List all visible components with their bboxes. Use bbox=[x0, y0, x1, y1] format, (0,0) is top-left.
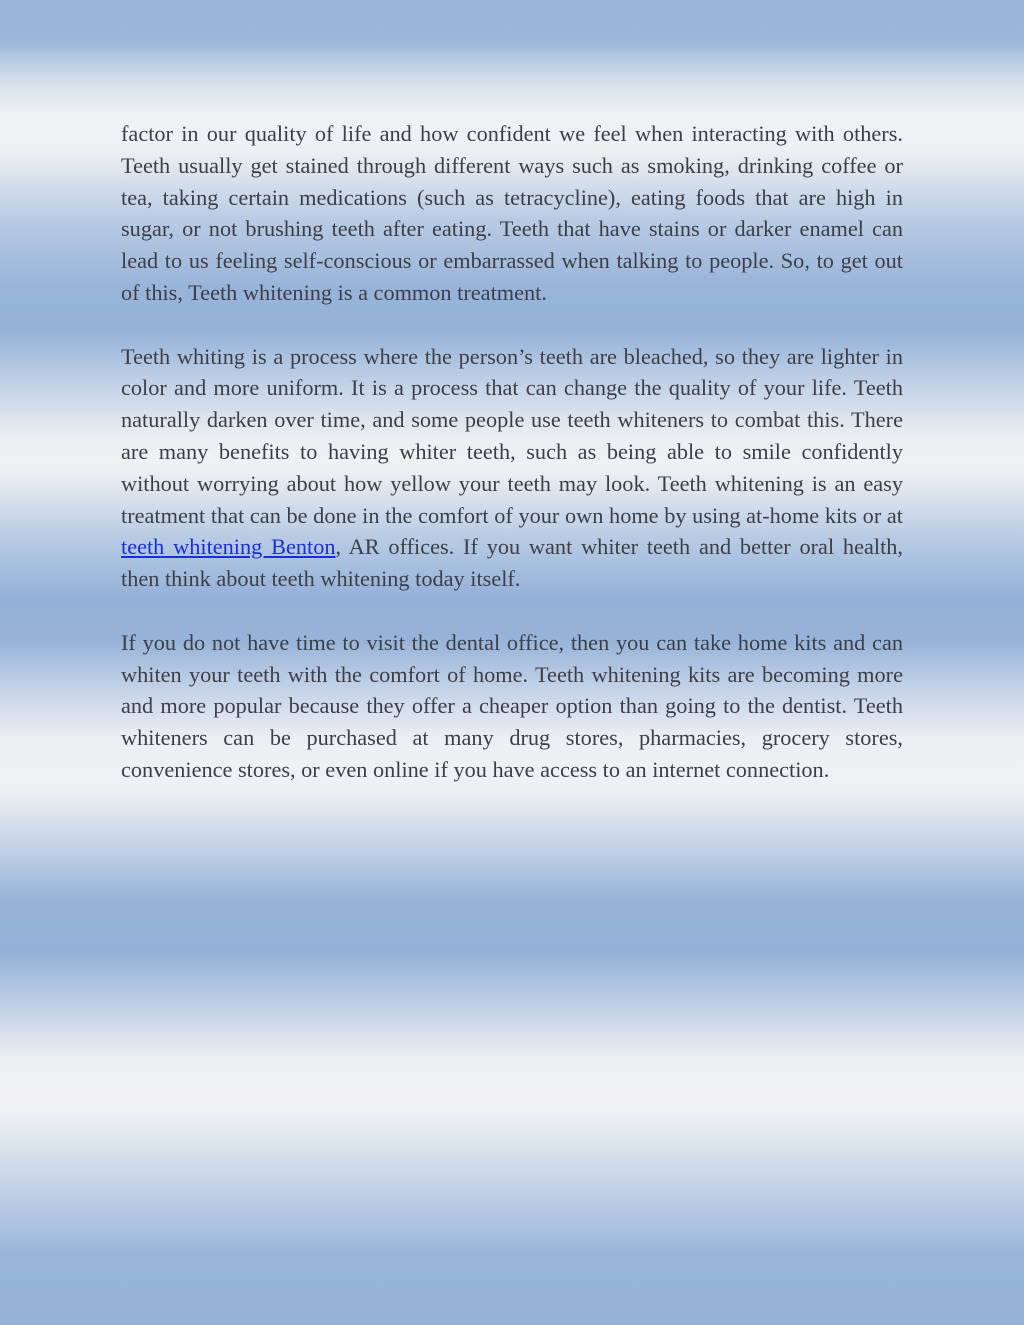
paragraph-2-text-after-link: , AR offices. If you want whiter teeth and better oral health, then think about teeth whitening today itself. bbox=[121, 534, 903, 592]
document-body bbox=[121, 118, 903, 818]
paragraph-2-text-before-link: Teeth whiting is a process where the person’s teeth are bleached, so they are lighter in color and more uniform. It is a process that can change the quality of your life. Teeth naturally darken over time, and some people use teeth whiteners to combat this. There are many benefits to having whiter teeth, such as being able to smile confidently without worrying about how yellow your teeth may look. Teeth whitening is an easy treatment that can be done in the comfort of your own home by using at-home kits or at bbox=[121, 343, 903, 528]
paragraph-1-text: factor in our quality of life and how confident we feel when interacting with others. Teeth usually get stained through different ways such as smoking, drinking coffee or tea, taking certain medications (such as tetracycline), eating foods that are high in sugar, or not brushing teeth after eating. Teeth that have stains or darker enamel can lead to us feeling self-conscious or embarrassed when talking to people. So, to get out of this, Teeth whitening is a common treatment. bbox=[121, 121, 903, 305]
teeth-whitening-benton-link[interactable]: teeth whitening Benton bbox=[121, 534, 336, 560]
paragraph-3 bbox=[121, 627, 903, 786]
paragraph-3-text: If you do not have time to visit the dental office, then you can take home kits and can whiten your teeth with the comfort of home. Teeth whitening kits are becoming more and more popular because they offer a cheaper option than going to the dentist. Teeth whiteners can be purchased at many drug stores, pharmacies, grocery stores, convenience stores, or even online if you have access to an internet connection. bbox=[121, 629, 903, 782]
paragraph-1 bbox=[121, 118, 903, 309]
paragraph-2 bbox=[121, 341, 903, 595]
